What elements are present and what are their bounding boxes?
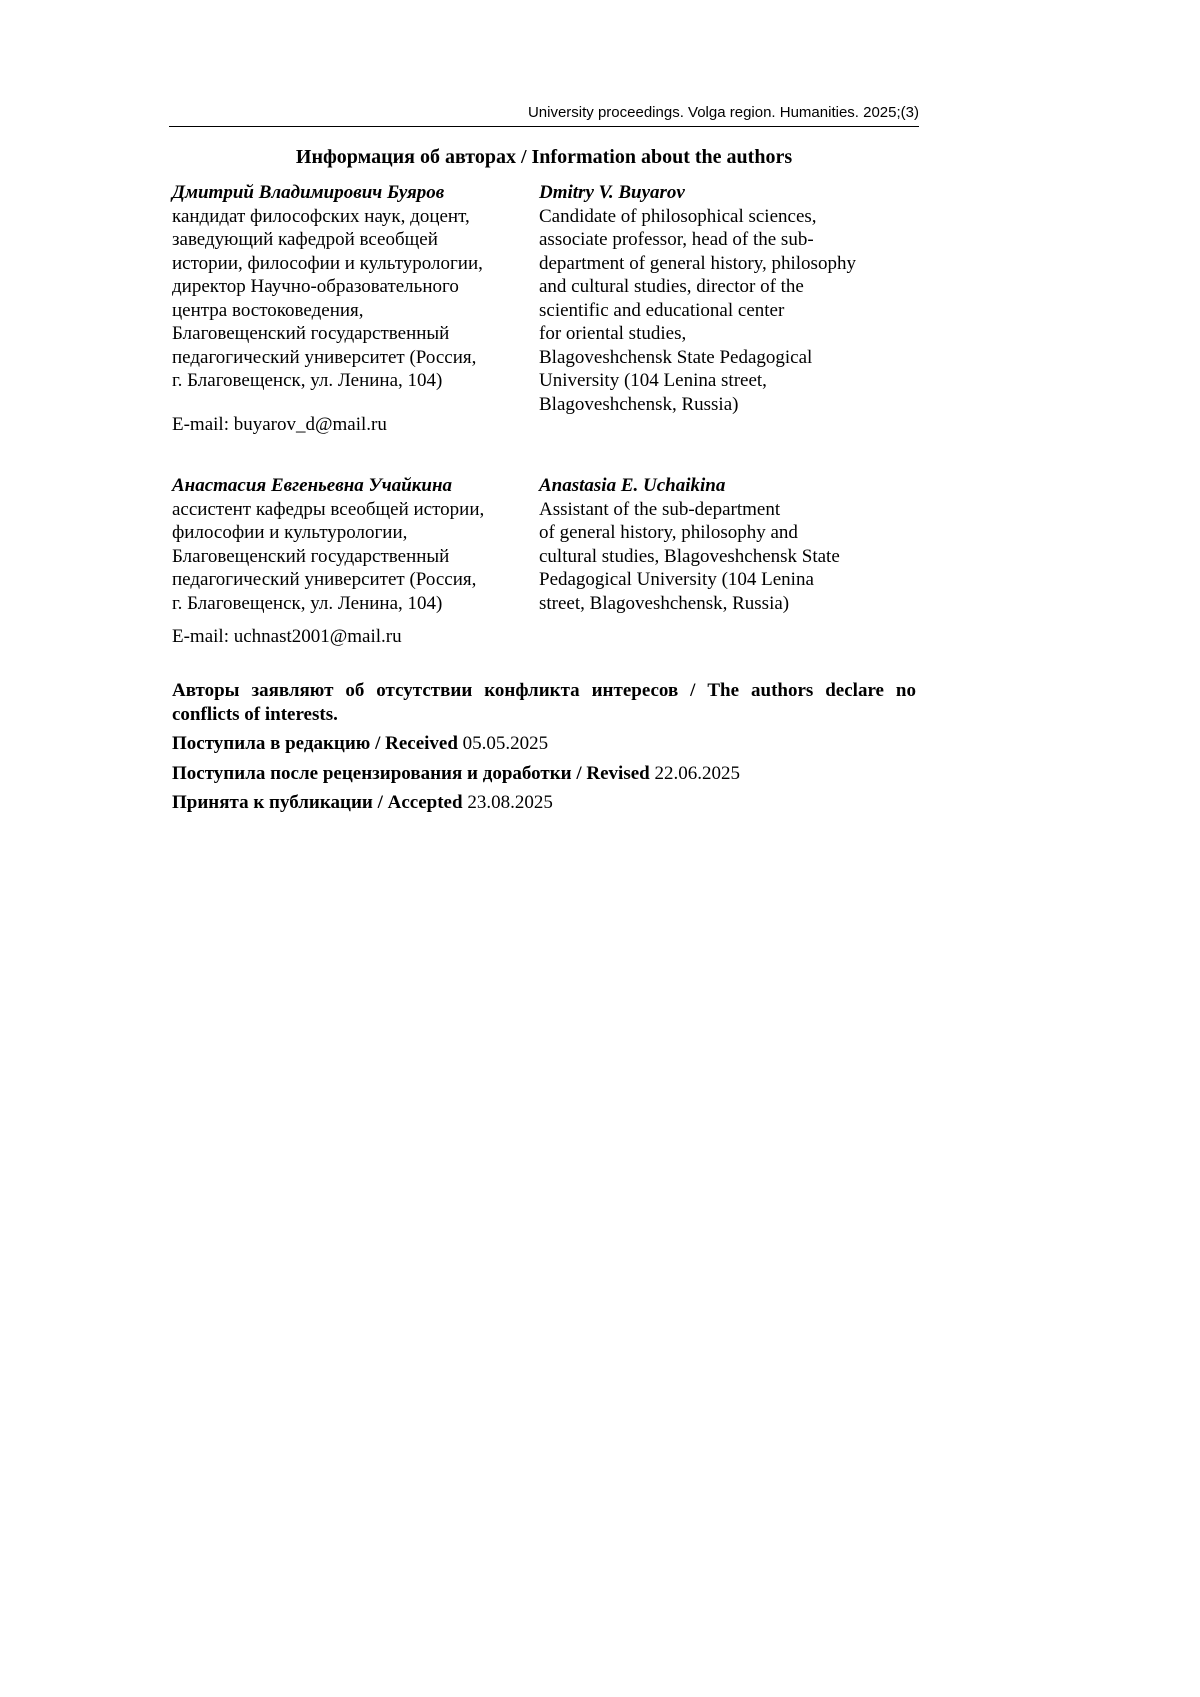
affiliation-line: Candidate of philosophical sciences,: [539, 205, 817, 227]
affiliation-line: University (104 Lenina street,: [539, 370, 767, 391]
affiliation-line: Assistant of the sub-department: [539, 498, 781, 520]
accepted-label: Принята к публикации / Accepted: [172, 792, 463, 813]
affiliation-line: street, Blagoveshchensk, Russia): [539, 592, 790, 614]
affiliation-line: and cultural studies, director of the: [539, 276, 804, 297]
author-2-ru-block: [172, 474, 512, 615]
affiliation-line: cultural studies, Blagoveshchensk State: [539, 545, 840, 567]
affiliation-line: Благовещенский государственный: [172, 323, 450, 344]
author-1-email: E-mail: buyarov_d@mail.ru: [172, 414, 387, 435]
affiliation-line: scientific and educational center: [539, 299, 785, 321]
header-rule: [169, 126, 919, 127]
received-value: 05.05.2025: [462, 733, 549, 754]
author-name-ru: Анастасия Евгеньевна Учайкина: [172, 475, 453, 496]
revised-date: [172, 762, 916, 786]
affiliation-line: центра востоковедения,: [172, 299, 364, 321]
revised-value: 22.06.2025: [654, 762, 740, 784]
affiliation-line: Благовещенский государственный: [172, 545, 450, 567]
affiliation-line: г. Благовещенск, ул. Ленина, 104): [172, 592, 443, 614]
received-label: Поступила в редакцию / Received: [172, 733, 458, 754]
affiliation-line: кандидат философских наук, доцент,: [172, 205, 470, 227]
conflict-declaration: Авторы заявляют об отсутствии конфликта интересов / The authors declare no conflicts of interests.: [172, 680, 916, 725]
declaration-block: [172, 679, 916, 815]
author-1-ru-block: [172, 181, 512, 393]
affiliation-line: педагогический университет (Россия,: [172, 569, 477, 590]
affiliation-line: Blagoveshchensk, Russia): [539, 393, 739, 415]
affiliation-line: department of general history, philosophy: [539, 252, 856, 274]
affiliation-line: associate professor, head of the sub-: [539, 229, 814, 250]
affiliation-line: Blagoveshchensk State Pedagogical: [539, 346, 813, 368]
running-head: University proceedings. Volga region. Humanities. 2025;(3): [527, 104, 919, 121]
affiliation-line: of general history, philosophy and: [539, 522, 798, 543]
accepted-value: 23.08.2025: [467, 792, 553, 813]
author-name-ru: Дмитрий Владимирович Буяров: [172, 182, 445, 203]
author-name-en: Dmitry V. Buyarov: [539, 182, 685, 203]
affiliation-line: г. Благовещенск, ул. Ленина, 104): [172, 370, 443, 391]
section-title: Информация об авторах / Information about the authors: [295, 146, 793, 168]
affiliation-line: ассистент кафедры всеобщей истории,: [172, 498, 485, 520]
author-2-en-block: [539, 474, 909, 615]
affiliation-line: истории, философии и культурологии,: [172, 252, 483, 274]
affiliation-line: Pedagogical University (104 Lenina: [539, 569, 814, 590]
affiliation-line: директор Научно-образовательного: [172, 276, 459, 297]
author-2-email: E-mail: uchnast2001@mail.ru: [172, 626, 402, 647]
affiliation-line: заведующий кафедрой всеобщей: [172, 229, 438, 250]
affiliation-line: for oriental studies,: [539, 323, 687, 344]
affiliation-line: философии и культурологии,: [172, 522, 408, 543]
affiliation-line: педагогический университет (Россия,: [172, 346, 477, 368]
accepted-date: [172, 791, 916, 815]
revised-label: Поступила после рецензирования и доработки / Revised: [172, 762, 650, 784]
author-name-en: Anastasia E. Uchaikina: [539, 475, 726, 496]
author-1-en-block: [539, 181, 909, 416]
received-date: [172, 732, 916, 756]
